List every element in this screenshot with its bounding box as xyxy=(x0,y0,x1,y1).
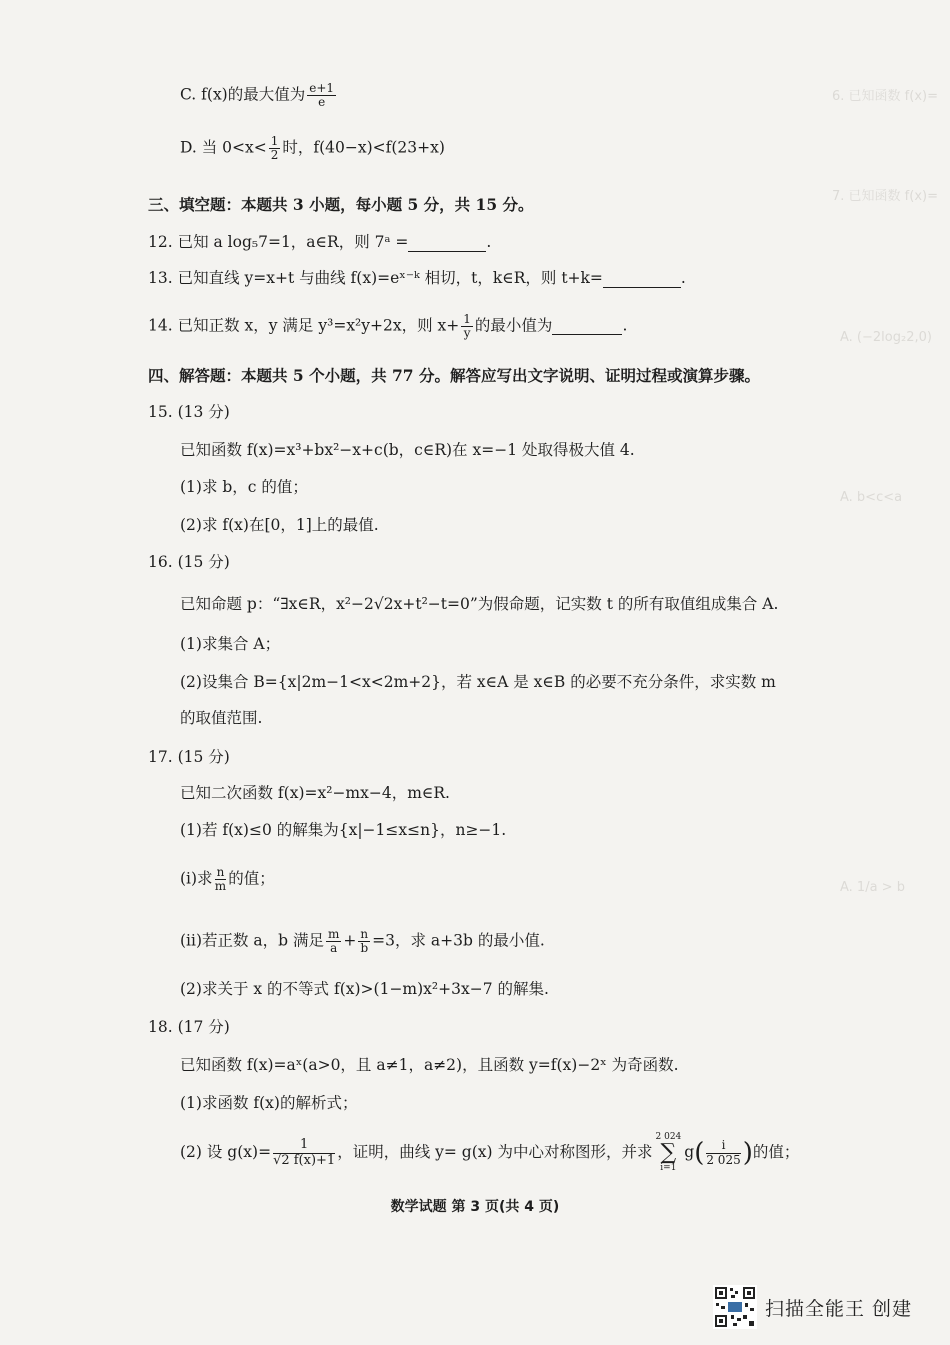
option-d-text: D. 当 0<x< xyxy=(180,138,267,157)
scanner-watermark xyxy=(713,1285,912,1329)
question-17-part1: (1)若 f(x)≤0 的解集为{x|−1≤x≤n}，n≥−1. xyxy=(180,821,507,839)
summation: 2 024 ∑ i=1 xyxy=(655,1132,682,1173)
question-17-number: 17. (15 分) xyxy=(148,748,230,766)
question-18-number: 18. (17 分) xyxy=(148,1018,230,1036)
question-17-part1-ii: (ⅱ)若正数 a，b 满足 $\frac{m}{a}$ + $\frac{n}{b}$ =3，求 a+3b 的最小值. xyxy=(180,927,545,956)
section3-heading: 三、填空题：本题共 3 小题，每小题 5 分，共 15 分。 xyxy=(148,195,534,214)
question-14: 14. 已知正数 x，y 满足 y³=x²y+2x，则 x+ $\frac{1}{y}$ 的最小值为 . xyxy=(148,312,628,341)
option-c xyxy=(180,82,338,109)
option-d-suffix: 时，f(40−x)<f(23+x) xyxy=(282,138,445,157)
question-16-part2: (2)设集合 B={x|2m−1<x<2m+2}，若 x∈A 是 x∈B 的必要不充分条件，求实数 m xyxy=(180,673,776,691)
question-18-part1: (1)求函数 f(x)的解析式； xyxy=(180,1094,358,1112)
question-18-part2: (2) 设 g(x)= $\frac{1}{√2 f(x)+1}$ ，证明，曲线 y= g(x) 为中心对称图形，并求 2 024 ∑ i=1 g( $\frac{i}{2 025}$ )的值； xyxy=(180,1132,800,1173)
question-16-part2-cont: 的取值范围. xyxy=(180,709,263,727)
question-16-part1: (1)求集合 A； xyxy=(180,635,281,653)
fraction: $\frac{1}{2}$ xyxy=(270,134,279,163)
question-17-stem: 已知二次函数 f(x)=x²−mx−4，m∈R. xyxy=(180,784,450,802)
fraction: $\frac{n}{b}$ xyxy=(360,927,369,956)
question-15-stem: 已知函数 f(x)=x³+bx²−x+c(b，c∈R)在 x=−1 处取得极大值 4. xyxy=(180,441,635,459)
watermark-text: 扫描全能王 创建 xyxy=(765,1297,913,1320)
question-17-part1-i: (ⅰ)求 $\frac{n}{m}$ 的值； xyxy=(180,865,275,894)
question-15-part2: (2)求 f(x)在[0，1]上的最值. xyxy=(180,516,379,534)
question-14-text: 14. 已知正数 x，y 满足 y³=x²y+2x，则 x+ xyxy=(148,316,460,335)
fraction: $\frac{m}{a}$ xyxy=(328,927,340,956)
question-16-number: 16. (15 分) xyxy=(148,553,230,571)
qr-code-icon xyxy=(713,1285,757,1329)
question-17-part2: (2)求关于 x 的不等式 f(x)>(1−m)x²+3x−7 的解集. xyxy=(180,980,549,998)
page-footer: 数学试题 第 3 页(共 4 页) xyxy=(390,1199,560,1215)
question-15-number: 15. (13 分) xyxy=(148,403,230,421)
fraction: $\frac{n}{m}$ xyxy=(214,865,227,894)
answer-blank xyxy=(552,319,622,336)
question-12: 12. 已知 a log₅7=1，a∈R，则 7ᵃ = . xyxy=(148,233,492,251)
question-15-part1: (1)求 b，c 的值； xyxy=(180,478,308,496)
option-d xyxy=(180,135,445,162)
answer-blank xyxy=(408,235,486,252)
question-18-stem: 已知函数 f(x)=aˣ(a>0，且 a≠1，a≠2)，且函数 y=f(x)−2ˣ 为奇函数. xyxy=(180,1056,679,1074)
answer-blank xyxy=(603,271,681,288)
question-12-text: 12. 已知 a log₅7=1，a∈R，则 7ᵃ = xyxy=(148,233,409,251)
question-16-stem: 已知命题 p：“∃x∈R，x²−2√2x+t²−t=0”为假命题，记实数 t 的所有取值组成集合 A. xyxy=(180,595,779,613)
question-13: 13. 已知直线 y=x+t 与曲线 f(x)=eˣ⁻ᵏ 相切，t，k∈R，则 t+k= . xyxy=(148,269,686,287)
fraction: $\frac{1}{y}$ xyxy=(463,312,471,341)
option-c-text: C. f(x)的最大值为 xyxy=(180,85,306,104)
question-13-text: 13. 已知直线 y=x+t 与曲线 f(x)=eˣ⁻ᵏ 相切，t，k∈R，则 t+k= xyxy=(148,269,603,287)
fraction: $\frac{i}{2 025}$ xyxy=(706,1138,741,1167)
section4-heading: 四、解答题：本题共 5 个小题，共 77 分。解答应写出文字说明、证明过程或演算步骤。 xyxy=(148,366,760,385)
fraction: $\frac{1}{√2 f(x)+1}$ xyxy=(273,1137,336,1168)
fraction: $\frac{e+1}{e}$ xyxy=(309,81,335,110)
